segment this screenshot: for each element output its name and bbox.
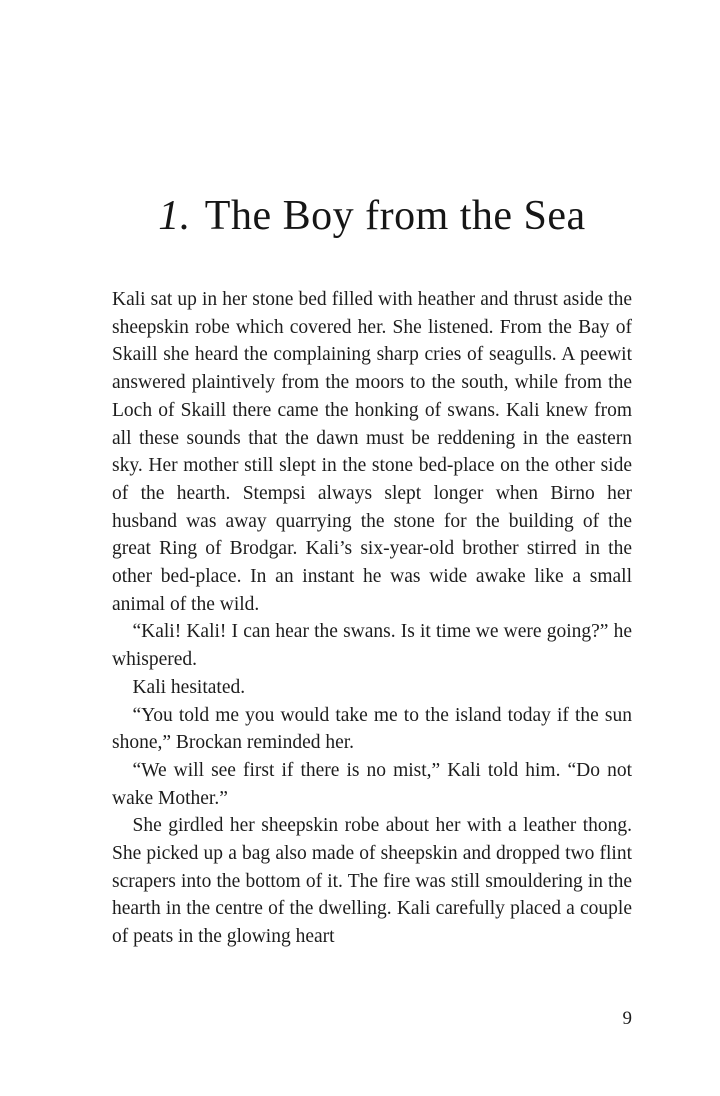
paragraph: “We will see first if there is no mist,” Kali told him. “Do not wake Mother.” bbox=[112, 759, 632, 809]
paragraph: She girdled her sheepskin robe about her with a leather thong. She picked up a bag also made of sheepskin and dropped two flint scrapers into the bottom of it. The fire was still smouldering in the hearth in the centre of the dwelling. Kali carefully placed a couple of peats in the glowing heart bbox=[112, 815, 632, 948]
paragraph: “You told me you would take me to the island today if the sun shone,” Brockan reminded her. bbox=[112, 704, 632, 754]
chapter-title: The Boy from the Sea bbox=[204, 193, 586, 239]
paragraph: “Kali! Kali! I can hear the swans. Is it time we were going?” he whispered. bbox=[112, 621, 632, 671]
body-text bbox=[112, 286, 632, 951]
chapter-heading bbox=[112, 190, 632, 243]
paragraph: Kali hesitated. bbox=[132, 676, 246, 698]
page-number: 9 bbox=[622, 1008, 632, 1029]
paragraph: Kali sat up in her stone bed filled with heather and thrust aside the sheepskin robe which covered her. She listened. From the Bay of Skaill she heard the complaining sharp cries of seagulls. A peewit answered plaintively from the moors to the south, while from the Loch of Skaill there came the honking of swans. Kali knew from all these sounds that the dawn must be reddening in the eastern sky. Her mother still slept in the stone bed-place on the other side of the hearth. Stempsi always slept longer when Birno her husband was away quarrying the stone for the building of the great Ring of Brodgar. Kali’s six-year-old brother stirred in the other bed-place. In an instant he was wide awake like a small animal of the wild. bbox=[112, 289, 632, 615]
chapter-number: 1. bbox=[158, 193, 191, 239]
